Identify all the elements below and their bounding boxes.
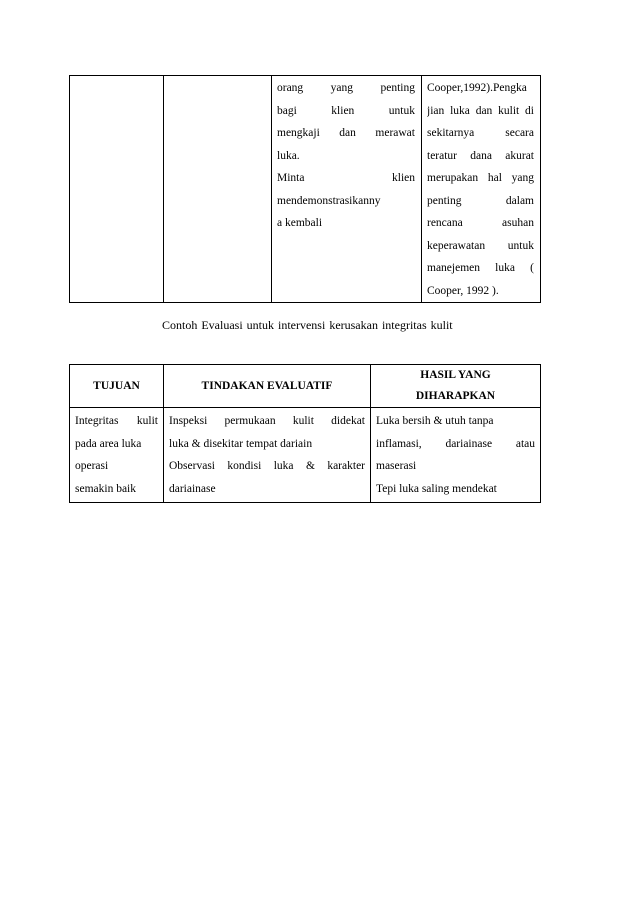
cell-line: maserasi <box>376 460 417 472</box>
cell-line: dariainase <box>169 482 216 495</box>
table-cell-empty <box>70 76 164 303</box>
cell-line: Inspeksi permukaan kulit didekat <box>169 415 365 427</box>
cell-line: Cooper, 1992 ). <box>427 284 499 297</box>
cell-line: merupakan hal yang <box>427 172 534 184</box>
cell-line: Integritas kulit <box>75 415 158 427</box>
cell-line: orang yang penting <box>277 82 415 94</box>
cell-line: Cooper,1992).Pengka <box>427 82 527 94</box>
cell-line: operasi <box>75 460 109 472</box>
table-caption: Contoh Evaluasi untuk intervensi kerusakan integritas kulit <box>162 318 453 332</box>
cell-line: Tepi luka saling mendekat <box>376 482 497 495</box>
cell-line: keperawatan untuk <box>427 239 534 252</box>
cell-line: bagi klien untuk <box>277 104 415 117</box>
header-hasil-yang-diharapkan <box>371 365 541 408</box>
cell-line: rencana asuhan <box>427 217 534 229</box>
header-line: DIHARAPKAN <box>415 390 496 402</box>
evaluation-table <box>69 364 541 503</box>
cell-line: mendemonstrasikanny <box>277 194 381 207</box>
cell-line: Luka bersih & utuh tanpa <box>376 415 494 427</box>
cell-line: Minta klien <box>277 172 415 184</box>
table-cell-tindakan <box>164 408 371 503</box>
header-tujuan: TUJUAN <box>70 365 164 408</box>
cell-line: sekitarnya secara <box>427 127 534 139</box>
table-cell-hasil <box>371 408 541 503</box>
cell-line: Observasi kondisi luka & karakter <box>169 460 365 472</box>
table-cell-empty <box>164 76 272 303</box>
cell-line: luka. <box>277 149 300 162</box>
table-cell-rationale <box>422 76 541 303</box>
table-cell-tujuan <box>70 408 164 503</box>
header-line: HASIL YANG <box>420 369 491 381</box>
cell-line: inflamasi, dariainase atau <box>376 437 535 450</box>
table-row <box>70 408 541 503</box>
cell-line: manejemen luka ( <box>427 262 534 274</box>
cell-line: jian luka dan kulit di <box>427 104 534 117</box>
cell-line: mengkaji dan merawat <box>277 127 415 139</box>
cell-line: a kembali <box>277 217 323 229</box>
header-tindakan-evaluatif: TINDAKAN EVALUATIF <box>164 365 371 408</box>
table-cell-rationale-action <box>272 76 422 303</box>
cell-line: teratur dana akurat <box>427 149 534 162</box>
table-row <box>70 76 541 303</box>
cell-line: pada area luka <box>75 437 142 450</box>
cell-line: luka & disekitar tempat dariain <box>169 437 313 450</box>
table-header-row <box>70 365 541 408</box>
cell-line: penting dalam <box>427 194 534 207</box>
intervention-table-continued <box>69 75 541 303</box>
cell-line: semakin baik <box>75 482 136 495</box>
